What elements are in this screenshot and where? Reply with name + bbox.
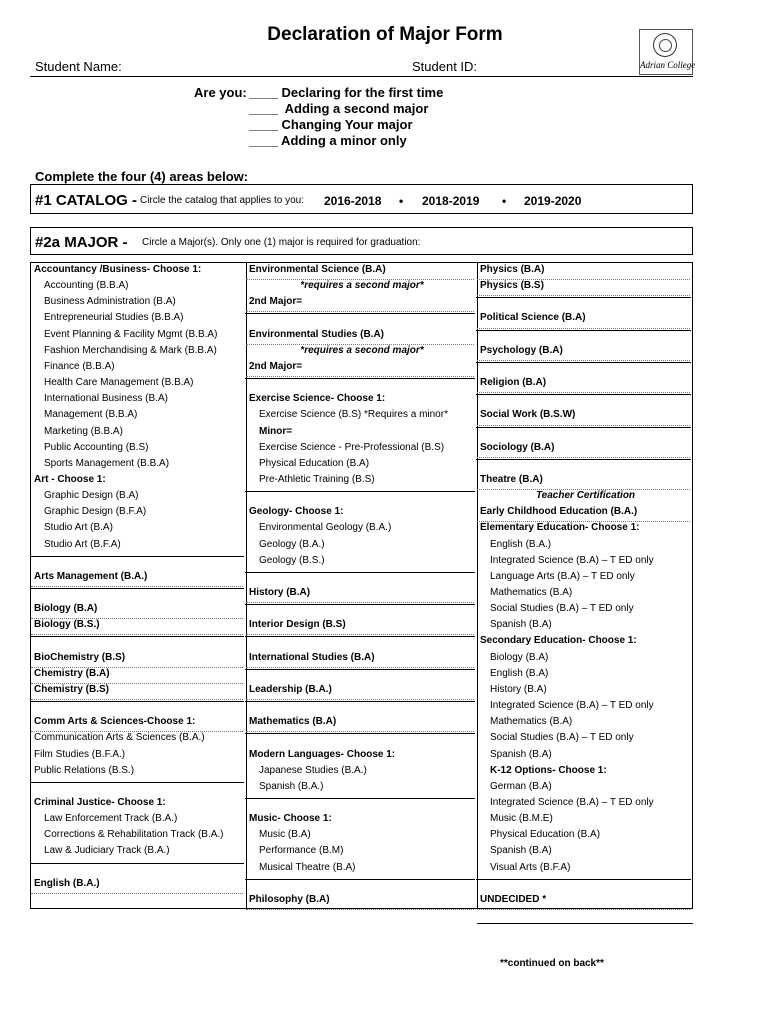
row-separator — [31, 586, 243, 587]
major-group-label: Secondary Education- Choose 1: — [480, 635, 637, 647]
row-separator — [477, 360, 690, 361]
major-option[interactable]: Mathematics (B.A) — [490, 716, 573, 728]
student-info-line[interactable] — [30, 76, 693, 77]
major-option[interactable]: Spanish (B.A) — [490, 845, 552, 857]
major-option[interactable]: Studio Art (B.A) — [44, 522, 113, 534]
row-separator — [477, 392, 690, 393]
major-group-label: Social Work (B.S.W) — [480, 409, 576, 421]
major-option[interactable]: Biology (B.A) — [490, 651, 549, 663]
major-option[interactable]: Studio Art (B.F.A) — [44, 538, 121, 550]
major-option[interactable]: Event Planning & Facility Mgmt (B.B.A) — [44, 328, 218, 340]
undecided-bottom-line — [477, 923, 693, 924]
group-separator — [30, 701, 244, 702]
group-separator — [30, 782, 244, 783]
major-option[interactable]: Graphic Design (B.F.A) — [44, 506, 147, 518]
major-group-label: Political Science (B.A) — [480, 312, 586, 324]
catalog-heading: #1 CATALOG - — [35, 192, 137, 209]
major-group-label: Interior Design (B.S) — [249, 619, 346, 631]
catalog-instruction: Circle the catalog that applies to you: — [140, 195, 304, 206]
major-group-label: English (B.A.) — [34, 877, 100, 889]
row-separator — [246, 634, 474, 635]
major-group-label: Teacher Certification — [535, 490, 636, 502]
major-option[interactable]: Japanese Studies (B.A.) — [259, 764, 367, 776]
major-option[interactable]: Public Relations (B.S.) — [34, 764, 135, 776]
seal-icon — [653, 33, 677, 57]
major-group-label: History (B.A) — [249, 587, 311, 598]
group-separator — [245, 733, 475, 734]
major-group-label: Biology (B.A) — [34, 603, 98, 615]
group-separator — [245, 701, 475, 702]
major-group-label: Leadership (B.A.) — [249, 683, 332, 695]
continued-note: **continued on back** — [500, 958, 604, 969]
major-option[interactable]: Social Studies (B.A) – T ED only — [490, 603, 634, 615]
major-group-label: Music- Choose 1: — [249, 813, 332, 825]
catalog-separator: • — [502, 194, 507, 208]
major-option[interactable]: Spanish (B.A) — [490, 748, 552, 760]
major-group-label: Sociology (B.A) — [480, 441, 555, 453]
major-group-label: Chemistry (B.S) — [34, 683, 110, 695]
row-separator — [31, 634, 243, 635]
student-id-label: Student ID: — [412, 59, 478, 74]
group-separator — [245, 313, 475, 314]
major-option[interactable]: International Business (B.A) — [44, 393, 168, 405]
group-separator — [30, 556, 244, 557]
group-separator — [245, 572, 475, 573]
option-minor-only[interactable]: ____ Adding a minor only — [249, 133, 407, 148]
catalog-2016-2018[interactable]: 2016-2018 — [324, 194, 382, 208]
major-option[interactable]: Musical Theatre (B.A) — [259, 861, 356, 873]
row-separator — [246, 602, 474, 603]
major-group-label: Physics (B.S) — [480, 280, 544, 292]
group-separator — [245, 669, 475, 670]
major-option[interactable]: Marketing (B.B.A) — [44, 425, 123, 437]
major-option[interactable]: Environmental Geology (B.A.) — [259, 522, 392, 534]
option-changing-major[interactable]: ____ Changing Your major — [249, 117, 413, 132]
major-group-label: Exercise Science- Choose 1: — [249, 393, 386, 405]
complete-instruction: Complete the four (4) areas below: — [35, 169, 249, 184]
option-first-time[interactable]: ____ Declaring for the first time — [249, 85, 444, 100]
major-option[interactable]: Exercise Science (B.S) *Requires a minor* — [259, 409, 448, 421]
group-separator — [476, 427, 691, 428]
group-separator — [476, 330, 691, 331]
major-group-label: Psychology (B.A) — [480, 344, 563, 356]
form-title: Declaration of Major Form — [267, 24, 503, 45]
row-separator — [246, 376, 474, 377]
row-separator — [477, 425, 690, 426]
major-option[interactable]: Music (B.M.E) — [490, 813, 553, 825]
major-option[interactable]: Management (B.B.A) — [44, 409, 138, 421]
group-separator — [245, 378, 475, 379]
student-name-label: Student Name: — [35, 59, 122, 74]
major-group-label: *requires a second major* — [300, 344, 424, 356]
major-group-label: Philosophy (B.A) — [249, 893, 330, 905]
group-separator — [476, 297, 691, 298]
group-separator — [245, 636, 475, 637]
major-option[interactable]: Corrections & Rehabilitation Track (B.A.) — [44, 829, 224, 841]
major-option[interactable]: Public Accounting (B.S) — [44, 441, 149, 453]
row-separator — [31, 893, 243, 894]
row-separator — [477, 909, 690, 910]
option-second-major[interactable]: ____ Adding a second major — [249, 101, 429, 116]
major-group-label: Environmental Science (B.A) — [249, 264, 386, 275]
major-option[interactable]: Spanish (B.A) — [490, 619, 552, 631]
group-separator — [476, 362, 691, 363]
major-heading: #2a MAJOR - — [35, 234, 128, 251]
group-separator — [30, 636, 244, 637]
group-separator — [476, 879, 691, 880]
major-option[interactable]: Graphic Design (B.A) — [44, 490, 139, 502]
catalog-separator: • — [399, 194, 404, 208]
major-group-label[interactable]: K-12 Options- Choose 1: — [490, 764, 607, 776]
major-group-label: *requires a second major* — [300, 280, 424, 292]
major-group-label[interactable]: Minor= — [259, 425, 293, 437]
major-option[interactable]: Business Administration (B.A) — [44, 296, 176, 308]
row-separator — [477, 328, 690, 329]
major-option[interactable]: Physical Education (B.A) — [490, 829, 601, 841]
major-option[interactable]: Geology (B.A.) — [259, 538, 325, 550]
major-group-label: Chemistry (B.A) — [34, 667, 110, 679]
major-option[interactable]: Entrepreneurial Studies (B.B.A) — [44, 312, 184, 324]
major-group-label: Mathematics (B.A) — [249, 716, 337, 728]
major-option[interactable]: Integrated Science (B.A) – T ED only — [490, 700, 654, 712]
major-option[interactable]: Visual Arts (B.F.A) — [490, 861, 571, 873]
major-group-label: Accountancy /Business- Choose 1: — [34, 264, 202, 275]
major-option[interactable]: Language Arts (B.A) – T ED only — [490, 570, 635, 582]
major-group-label: Geology- Choose 1: — [249, 506, 344, 518]
row-separator — [246, 311, 474, 312]
major-option[interactable]: Law & Judiciary Track (B.A.) — [44, 845, 170, 857]
college-logo — [639, 29, 696, 75]
group-separator — [476, 394, 691, 395]
logo-text: Adrian College — [640, 60, 696, 70]
major-option[interactable]: Spanish (B.A.) — [259, 780, 324, 792]
major-group-label: Comm Arts & Sciences-Choose 1: — [34, 716, 196, 728]
major-group-label: Biology (B.S.) — [34, 619, 100, 631]
group-separator — [30, 863, 244, 864]
major-group-label: Art - Choose 1: — [34, 473, 106, 485]
row-separator — [246, 699, 474, 700]
major-group-label: International Studies (B.A) — [249, 651, 375, 663]
are-you-label: Are you: — [194, 85, 247, 100]
major-option[interactable]: German (B.A) — [490, 780, 552, 792]
major-option[interactable]: Fashion Merchandising & Mark (B.B.A) — [44, 344, 217, 356]
major-group-label: Modern Languages- Choose 1: — [249, 748, 396, 760]
major-option[interactable]: Pre-Athletic Training (B.S) — [259, 473, 375, 485]
row-separator — [246, 731, 474, 732]
group-separator — [245, 491, 475, 492]
major-option[interactable]: Communication Arts & Sciences (B.A.) — [34, 732, 205, 744]
major-group-label: 2nd Major= — [249, 296, 303, 308]
group-separator — [30, 588, 244, 589]
major-group-label: 2nd Major= — [249, 360, 303, 372]
major-option[interactable]: History (B.A) — [490, 683, 547, 695]
row-separator — [31, 699, 243, 700]
major-option[interactable]: Mathematics (B.A) — [490, 587, 573, 598]
major-option[interactable]: Social Studies (B.A) – T ED only — [490, 732, 634, 744]
major-option[interactable]: Law Enforcement Track (B.A.) — [44, 813, 178, 825]
major-option[interactable]: Integrated Science (B.A) – T ED only — [490, 796, 654, 808]
major-group-label: Early Childhood Education (B.A.) — [480, 506, 638, 518]
major-group-label: Criminal Justice- Choose 1: — [34, 796, 166, 808]
major-group-label: Theatre (B.A) — [480, 473, 543, 485]
major-group-label: Physics (B.A) — [480, 264, 545, 275]
major-option[interactable]: Exercise Science - Pre-Professional (B.S) — [259, 441, 445, 453]
catalog-2018-2019[interactable]: 2018-2019 — [422, 194, 480, 208]
major-group-label: Environmental Studies (B.A) — [249, 328, 385, 340]
major-group-label: Religion (B.A) — [480, 377, 547, 389]
major-option[interactable]: English (B.A) — [490, 667, 549, 679]
major-option[interactable]: Health Care Management (B.B.A) — [44, 377, 194, 389]
major-option[interactable]: Finance (B.B.A) — [44, 360, 115, 372]
row-separator — [246, 909, 474, 910]
catalog-2019-2020[interactable]: 2019-2020 — [524, 194, 582, 208]
group-separator — [476, 459, 691, 460]
major-option[interactable]: English (B.A.) — [490, 538, 552, 550]
row-separator — [477, 457, 690, 458]
major-option[interactable]: Accounting (B.B.A) — [44, 280, 129, 292]
major-option[interactable]: Performance (B.M) — [259, 845, 344, 857]
row-separator — [246, 667, 474, 668]
major-group-label: Arts Management (B.A.) — [34, 570, 148, 582]
major-group-label: BioChemistry (B.S) — [34, 651, 126, 663]
major-option[interactable]: Physical Education (B.A) — [259, 457, 370, 469]
major-group-label: Elementary Education- Choose 1: — [480, 522, 640, 534]
group-separator — [245, 604, 475, 605]
major-group-label: UNDECIDED * — [480, 893, 547, 905]
group-separator — [245, 879, 475, 880]
group-separator — [245, 798, 475, 799]
major-instruction: Circle a Major(s). Only one (1) major is required for graduation: — [142, 237, 421, 248]
major-option[interactable]: Integrated Science (B.A) – T ED only — [490, 554, 654, 566]
major-option[interactable]: Music (B.A) — [259, 829, 311, 841]
column-divider — [246, 262, 247, 909]
row-separator — [477, 295, 690, 296]
major-option[interactable]: Geology (B.S.) — [259, 554, 325, 566]
major-option[interactable]: Sports Management (B.B.A) — [44, 457, 170, 469]
major-option[interactable]: Film Studies (B.F.A.) — [34, 748, 126, 760]
